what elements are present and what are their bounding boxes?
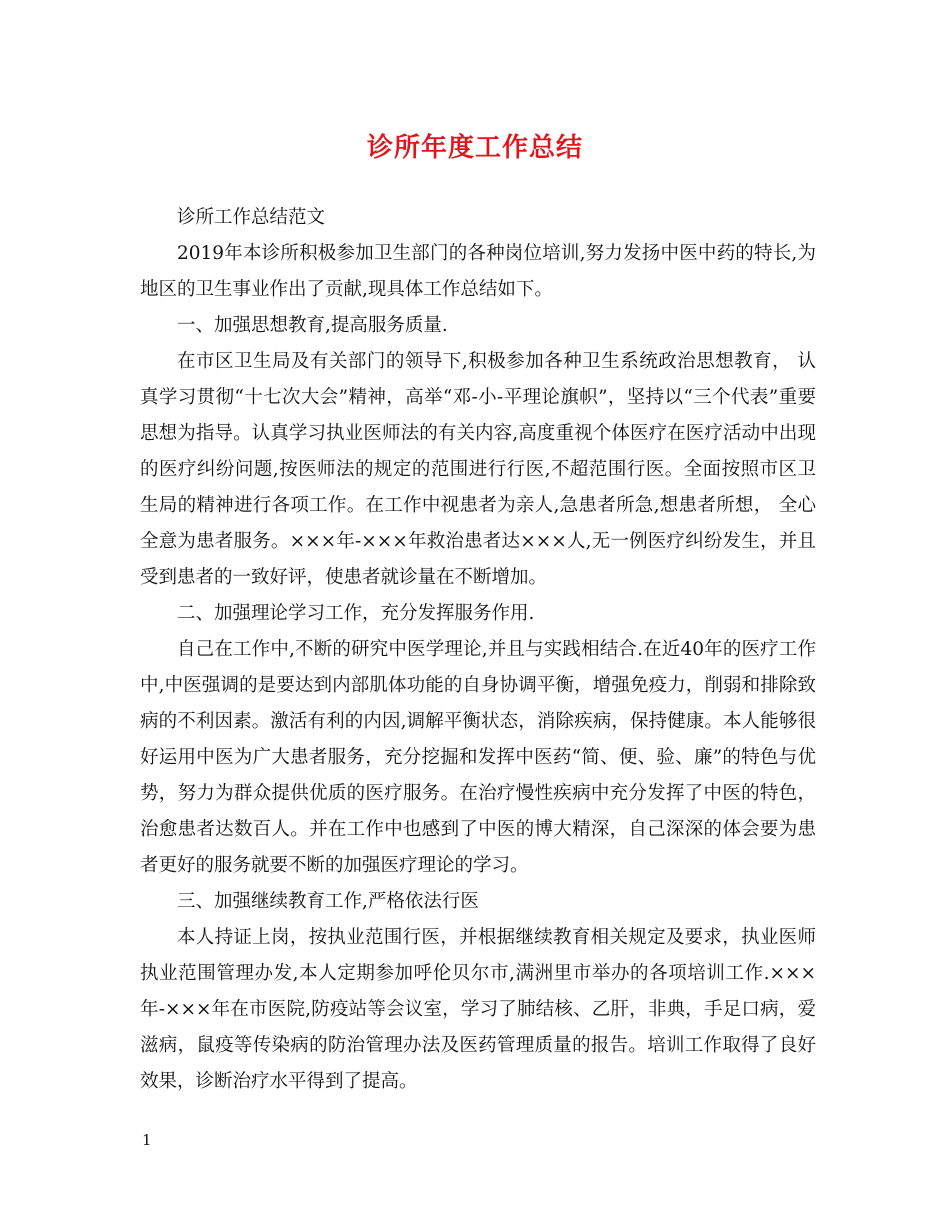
paragraph-subtitle: 诊所工作总结范文	[177, 207, 326, 228]
section-heading-2: 二、加强理论学习工作，充分发挥服务作用.	[177, 603, 535, 624]
page-number: 1	[142, 1131, 152, 1149]
paragraph-section-1: 在市区卫生局及有关部门的领导下,积极参加各种卫生系统政治思想教育， 认真学习贯彻“十七次大会”精神，高举“邓-小-平理论旗帜”，坚持以“三个代表”重要思想为指导。认真学习执业医师法的有关内容,高度重视个体医疗在医疗活动中出现的医疗纠纷问题,按医师法的规定的范围进行行医,不超范围行医。全面按照市区卫生局的精神进行各项工作。在工作中视患者为亲人,急患者所急,想患者所想， 全心全意为患者服务。×××年-×××年救治患者达×××人,无一例医疗纠纷发生，并且受到患者的一致好评，使患者就诊量在不断增加。	[140, 351, 816, 588]
paragraph-section-3: 本人持证上岗，按执业范围行医，并根据继续教育相关规定及要求，执业医师执业范围管理办发,本人定期参加呼伦贝尔市,满洲里市举办的各项培训工作.×××年-×××年在市医院,防疫站等会议室，学习了肺结核、乙肝，非典，手足口病，爱滋病，鼠疫等传染病的防治管理办法及医药管理质量的报告。培训工作取得了良好效果，诊断治疗水平得到了提高。	[140, 927, 816, 1092]
document-title: 诊所年度工作总结	[366, 133, 583, 163]
section-heading-1: 一、加强思想教育,提高服务质量.	[177, 315, 448, 336]
section-heading-3: 三、加强继续教育工作,严格依法行医	[177, 891, 479, 912]
document-body	[140, 200, 816, 1100]
paragraph-intro: 2019年本诊所积极参加卫生部门的各种岗位培训,努力发扬中医中药的特长,为地区的卫生事业作出了贡献,现具体工作总结如下。	[140, 243, 816, 300]
paragraph-section-2: 自己在工作中,不断的研究中医学理论,并且与实践相结合.在近40年的医疗工作中,中医强调的是要达到内部肌体功能的自身协调平衡，增强免疫力，削弱和排除致病的不利因素。激活有利的内因,调解平衡状态，消除疾病，保持健康。本人能够很好运用中医为广大患者服务，充分挖掘和发挥中医药“简、便、验、廉”的特色与优势，努力为群众提供优质的医疗服务。在治疗慢性疾病中充分发挥了中医的特色，治愈患者达数百人。并在工作中也感到了中医的博大精深，自己深深的体会要为患者更好的服务就要不断的加强医疗理论的学习。	[140, 639, 816, 876]
